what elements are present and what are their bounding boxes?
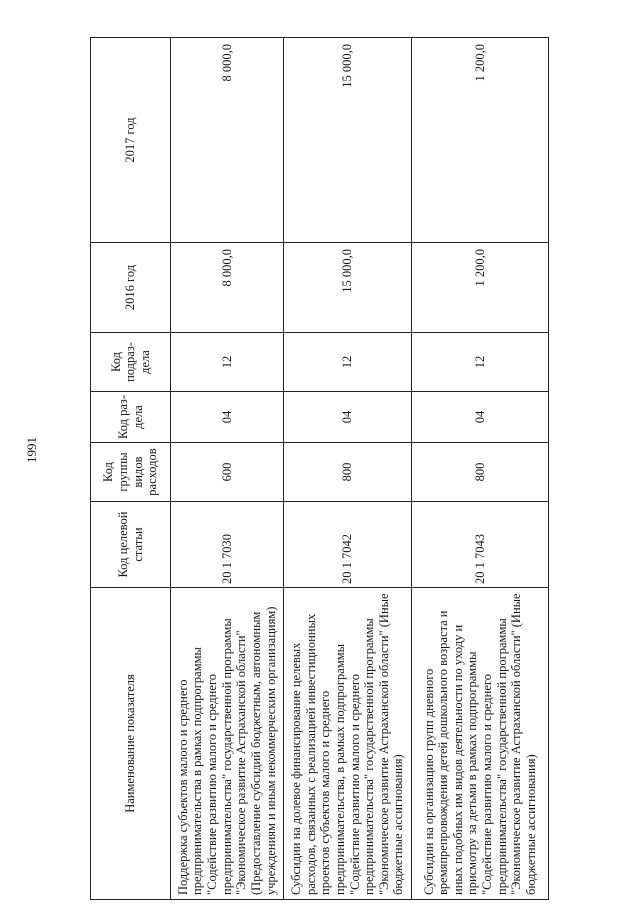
row-2016: 15 000,0 [284, 243, 412, 333]
row-2017: 15 000,0 [284, 38, 412, 243]
row-expense-group: 600 [171, 443, 284, 502]
row-subsection: 12 [412, 333, 549, 392]
rotated-table-container [90, 38, 548, 900]
header-expense-group: Код группы видов расходов [91, 443, 171, 502]
row-2017: 8 000,0 [171, 38, 284, 243]
header-subsection: Код подраз- дела [91, 333, 171, 392]
row-name: Субсидии на организацию групп дневного времяпрепровождения детей дошкольного возраста и иных подобных им видов деятельности по уходу и присмотру за детьми в рамках подпрограммы "Содействие развитию малого и среднего предпринимательства" государственной программы "Экономическое развитие Астраханской области" (Иные бюджетные ассигнования) [412, 588, 549, 900]
row-2016: 8 000,0 [171, 243, 284, 333]
row-name: Поддержка субъектов малого и среднего предпринимательства в рамках подпрограммы "Содействие развитию малого и среднего предпринимательства" государственной программы "Экономическое развитие Астраханской области" (Предоставление субсидий бюджетным, автономным учреждениям и иным некоммерческим организациям) [171, 588, 284, 900]
row-target-code: 20 1 7030 [171, 502, 284, 588]
header-name: Наименование показателя [91, 588, 171, 900]
header-row [91, 38, 171, 900]
row-expense-group: 800 [284, 443, 412, 502]
row-section: 04 [412, 392, 549, 443]
row-section: 04 [284, 392, 412, 443]
row-subsection: 12 [171, 333, 284, 392]
row-target-code: 20 1 7043 [412, 502, 549, 588]
budget-table [90, 37, 549, 900]
table-row [284, 38, 412, 900]
row-2017: 1 200,0 [412, 38, 549, 243]
header-2016: 2016 год [91, 243, 171, 333]
header-2017: 2017 год [91, 38, 171, 243]
table-row [171, 38, 284, 900]
row-name: Субсидии на долевое финансирование целевых расходов, связанных с реализацией инвестиционных проектов субъектов малого и среднего предпринимательства, в рамках подпрограммы "Содействие развитию малого и среднего предпринимательства" государственной программы "Экономическое развитие Астраханской области" (Иные бюджетные ассигнования) [284, 588, 412, 900]
table-row [412, 38, 549, 900]
header-target-code: Код целевой статьи [91, 502, 171, 588]
page-number: 1991 [24, 437, 39, 463]
row-target-code: 20 1 7042 [284, 502, 412, 588]
header-section: Код раз- дела [91, 392, 171, 443]
row-2016: 1 200,0 [412, 243, 549, 333]
row-expense-group: 800 [412, 443, 549, 502]
row-section: 04 [171, 392, 284, 443]
row-subsection: 12 [284, 333, 412, 392]
